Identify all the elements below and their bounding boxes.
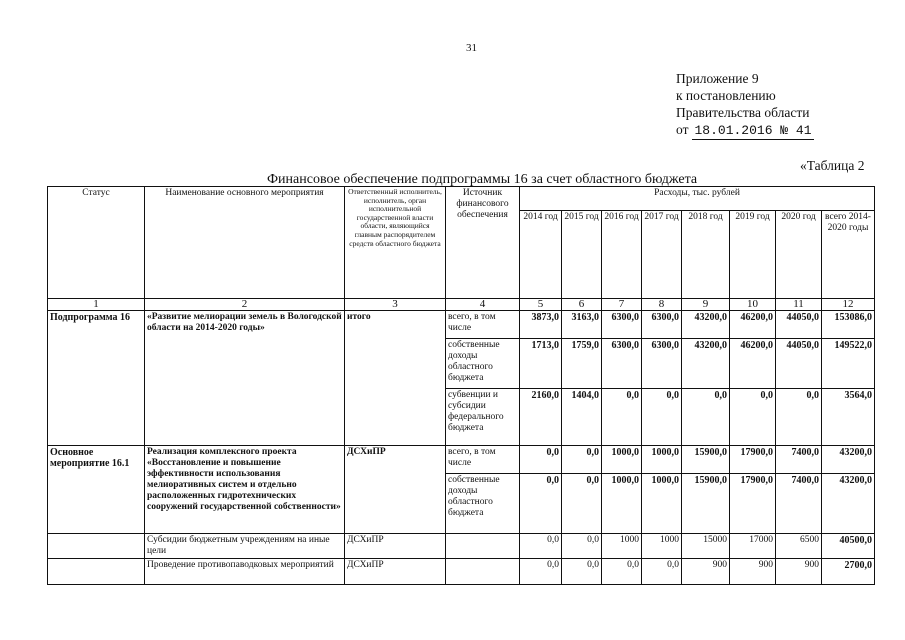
header-year: 2015 год bbox=[562, 211, 602, 299]
cell-total: 43200,0 bbox=[822, 446, 875, 474]
cell-value: 2160,0 bbox=[520, 389, 562, 446]
cell-value: 15000 bbox=[682, 534, 730, 559]
header-name: Наименование основного мероприятия bbox=[145, 187, 345, 299]
cell-value: 17900,0 bbox=[730, 446, 776, 474]
table-row bbox=[48, 559, 875, 585]
row-name: Проведение противопаводковых мероприятий bbox=[145, 559, 345, 585]
appendix-decree bbox=[676, 121, 814, 140]
cell-value: 6300,0 bbox=[642, 339, 682, 389]
cell-value: 6300,0 bbox=[602, 311, 642, 339]
cell-value: 6300,0 bbox=[602, 339, 642, 389]
page-number: 31 bbox=[466, 42, 477, 54]
header-year-total: всего 2014-2020 годы bbox=[822, 211, 875, 299]
cell-value: 1000,0 bbox=[642, 446, 682, 474]
col-number: 1 bbox=[48, 299, 145, 311]
cell-value: 900 bbox=[682, 559, 730, 585]
row-source-empty bbox=[446, 559, 520, 585]
cell-value: 0,0 bbox=[602, 389, 642, 446]
cell-value: 900 bbox=[776, 559, 822, 585]
cell-total: 2700,0 bbox=[822, 559, 875, 585]
cell-value: 44050,0 bbox=[776, 339, 822, 389]
cell-value: 1000,0 bbox=[602, 446, 642, 474]
row-status: Подпрограмма 16 bbox=[48, 311, 145, 446]
appendix-block bbox=[676, 70, 814, 140]
header-status: Статус bbox=[48, 187, 145, 299]
col-number: 9 bbox=[682, 299, 730, 311]
header-source: Источник финансового обеспечения bbox=[446, 187, 520, 299]
col-number: 11 bbox=[776, 299, 822, 311]
cell-value: 0,0 bbox=[562, 446, 602, 474]
cell-value: 1404,0 bbox=[562, 389, 602, 446]
cell-value: 1000,0 bbox=[602, 474, 642, 534]
row-status-empty bbox=[48, 559, 145, 585]
appendix-line-3: Правительства области bbox=[676, 105, 810, 120]
header-executor: Ответственный исполнитель, исполнитель, орган исполнительной государственной власти области, являющийся главным распорядителем средств областного бюджета bbox=[345, 187, 446, 299]
row-source: субвенции и субсидии федерального бюджета bbox=[446, 389, 520, 446]
column-numbers-row bbox=[48, 299, 875, 311]
cell-total: 153086,0 bbox=[822, 311, 875, 339]
finance-table-frame bbox=[47, 186, 875, 585]
row-status: Основное мероприятие 16.1 bbox=[48, 446, 145, 534]
header-year: 2018 год bbox=[682, 211, 730, 299]
col-number: 12 bbox=[822, 299, 875, 311]
header-row-1 bbox=[48, 187, 875, 211]
cell-value: 1000,0 bbox=[642, 474, 682, 534]
row-executor: ДСХиПР bbox=[345, 534, 446, 559]
table-row bbox=[48, 534, 875, 559]
col-number: 2 bbox=[145, 299, 345, 311]
cell-value: 46200,0 bbox=[730, 311, 776, 339]
header-expenses: Расходы, тыс. рублей bbox=[520, 187, 875, 211]
table-row bbox=[48, 311, 875, 339]
cell-value: 0,0 bbox=[776, 389, 822, 446]
cell-value: 1713,0 bbox=[520, 339, 562, 389]
cell-value: 0,0 bbox=[520, 559, 562, 585]
row-source: всего, в том числе bbox=[446, 311, 520, 339]
cell-value: 0,0 bbox=[602, 559, 642, 585]
cell-total: 40500,0 bbox=[822, 534, 875, 559]
decree-date-number: 18.01.2016 № 41 bbox=[694, 123, 812, 138]
cell-value: 6300,0 bbox=[642, 311, 682, 339]
row-source: собственные доходы областного бюджета bbox=[446, 339, 520, 389]
cell-value: 15900,0 bbox=[682, 446, 730, 474]
header-year: 2019 год bbox=[730, 211, 776, 299]
appendix-from: от bbox=[676, 122, 689, 137]
row-source: всего, в том числе bbox=[446, 446, 520, 474]
row-executor: ДСХиПР bbox=[345, 559, 446, 585]
cell-value: 7400,0 bbox=[776, 446, 822, 474]
appendix-line-1: Приложение 9 bbox=[676, 71, 759, 86]
cell-value: 0,0 bbox=[562, 474, 602, 534]
header-year: 2017 год bbox=[642, 211, 682, 299]
table-row bbox=[48, 446, 875, 474]
cell-value: 1759,0 bbox=[562, 339, 602, 389]
cell-value: 0,0 bbox=[730, 389, 776, 446]
row-executor: ДСХиПР bbox=[345, 446, 446, 534]
finance-table bbox=[47, 186, 875, 585]
header-year: 2016 год bbox=[602, 211, 642, 299]
cell-value: 900 bbox=[730, 559, 776, 585]
row-name: Реализация комплексного проекта «Восстановление и повышение эффективности использования мелиоративных систем и отдельно расположенных гидротехнических сооружений государственной собственности» bbox=[145, 446, 345, 534]
appendix-line-2: к постановлению bbox=[676, 88, 776, 103]
cell-total: 149522,0 bbox=[822, 339, 875, 389]
cell-value: 0,0 bbox=[642, 559, 682, 585]
cell-value: 0,0 bbox=[562, 559, 602, 585]
cell-value: 1000 bbox=[602, 534, 642, 559]
cell-value: 0,0 bbox=[642, 389, 682, 446]
header-year: 2014 год bbox=[520, 211, 562, 299]
col-number: 5 bbox=[520, 299, 562, 311]
table-label: «Таблица 2 bbox=[800, 158, 865, 173]
cell-total: 43200,0 bbox=[822, 474, 875, 534]
cell-value: 17000 bbox=[730, 534, 776, 559]
cell-value: 44050,0 bbox=[776, 311, 822, 339]
col-number: 6 bbox=[562, 299, 602, 311]
header-year: 2020 год bbox=[776, 211, 822, 299]
cell-value: 0,0 bbox=[520, 534, 562, 559]
cell-value: 17900,0 bbox=[730, 474, 776, 534]
cell-total: 3564,0 bbox=[822, 389, 875, 446]
col-number: 4 bbox=[446, 299, 520, 311]
row-name: Субсидии бюджетным учреждениям на иные цели bbox=[145, 534, 345, 559]
cell-value: 43200,0 bbox=[682, 311, 730, 339]
col-number: 10 bbox=[730, 299, 776, 311]
table-title: Финансовое обеспечение подпрограммы 16 за счет областного бюджета bbox=[267, 172, 698, 187]
cell-value: 1000 bbox=[642, 534, 682, 559]
cell-value: 0,0 bbox=[520, 446, 562, 474]
cell-value: 15900,0 bbox=[682, 474, 730, 534]
cell-value: 7400,0 bbox=[776, 474, 822, 534]
row-name: «Развитие мелиорации земель в Вологодской области на 2014-2020 годы» bbox=[145, 311, 345, 446]
cell-value: 46200,0 bbox=[730, 339, 776, 389]
col-number: 7 bbox=[602, 299, 642, 311]
col-number: 8 bbox=[642, 299, 682, 311]
row-source-empty bbox=[446, 534, 520, 559]
row-status-empty bbox=[48, 534, 145, 559]
row-executor: итого bbox=[345, 311, 446, 446]
cell-value: 0,0 bbox=[520, 474, 562, 534]
cell-value: 0,0 bbox=[682, 389, 730, 446]
col-number: 3 bbox=[345, 299, 446, 311]
cell-value: 43200,0 bbox=[682, 339, 730, 389]
cell-value: 3873,0 bbox=[520, 311, 562, 339]
row-source: собственные доходы областного бюджета bbox=[446, 474, 520, 534]
cell-value: 6500 bbox=[776, 534, 822, 559]
cell-value: 3163,0 bbox=[562, 311, 602, 339]
cell-value: 0,0 bbox=[562, 534, 602, 559]
